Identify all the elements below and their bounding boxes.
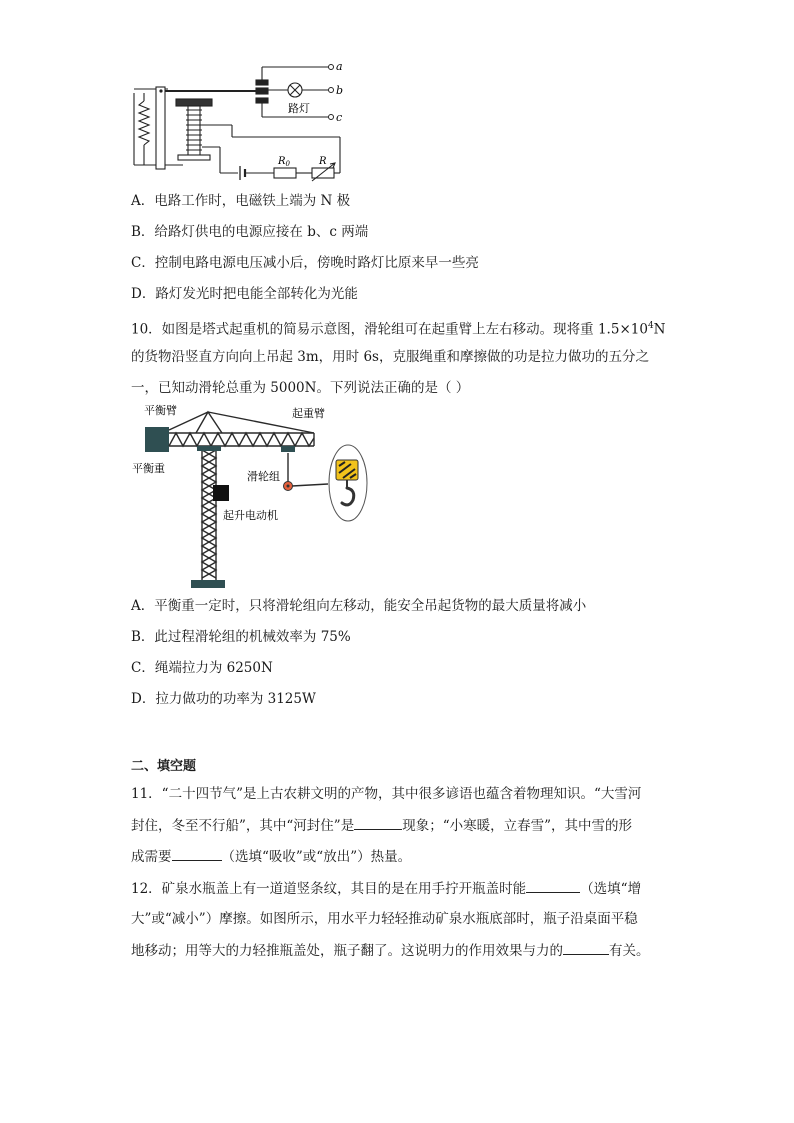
answer-blank[interactable] bbox=[172, 846, 222, 861]
q10-option-d: D．拉力做功的功率为 3125W bbox=[131, 691, 316, 707]
q11-line3: 成需要 （选填“吸收”或“放出”）热量。 bbox=[131, 846, 411, 867]
label-pulley: 滑轮组 bbox=[247, 470, 280, 483]
label-motor: 起升电动机 bbox=[223, 509, 278, 522]
terminal-b-label: b bbox=[336, 84, 344, 97]
spring-icon bbox=[139, 101, 149, 145]
r0-resistor bbox=[274, 168, 296, 178]
relay-circuit-figure bbox=[128, 55, 360, 185]
terminal-c-icon bbox=[329, 115, 334, 120]
section-title: 二、填空题 bbox=[131, 759, 197, 774]
terminal-a-label: a bbox=[336, 60, 343, 73]
answer-blank[interactable] bbox=[563, 940, 609, 955]
terminal-b-icon bbox=[329, 88, 334, 93]
q12-line3: 地移动；用等大的力轻推瓶盖处，瓶子翻了。这说明力的作用效果与力的 有关。 bbox=[131, 940, 650, 961]
r0-label: $R_0$ bbox=[278, 156, 290, 168]
q11-line2: 封住，冬至不行船”，其中“河封住”是 现象；“小寒暖，立春雪”，其中雪的形 bbox=[131, 815, 632, 836]
q9-option-a: A．电路工作时，电磁铁上端为 N 极 bbox=[131, 193, 351, 209]
q11-line1: 11．“二十四节气”是上古农耕文明的产物，其中很多谚语也蕴含着物理知识。“大雪河 bbox=[131, 786, 642, 802]
label-balance-arm: 平衡臂 bbox=[144, 404, 177, 417]
q10-stem-line3: 一，已知动滑轮总重为 5000N。下列说法正确的是（ ） bbox=[131, 380, 470, 396]
terminal-c-label: c bbox=[336, 111, 343, 124]
answer-blank[interactable] bbox=[354, 815, 402, 830]
q10-option-a: A．平衡重一定时，只将滑轮组向左移动，能安全吊起货物的最大质量将减小 bbox=[131, 598, 587, 614]
terminal-a-icon bbox=[329, 65, 334, 70]
q10-option-b: B．此过程滑轮组的机械效率为 75% bbox=[131, 629, 351, 645]
label-counterweight: 平衡重 bbox=[132, 462, 165, 475]
q10-option-c: C．绳端拉力为 6250N bbox=[131, 660, 273, 676]
answer-blank[interactable] bbox=[526, 878, 580, 893]
counterweight-block bbox=[145, 427, 169, 452]
hoist-motor-block bbox=[213, 485, 229, 501]
q10-stem-line1: 10．如图是塔式起重机的简易示意图，滑轮组可在起重臂上左右移动。现将重 $1.5\times 10^4N$ bbox=[131, 321, 666, 338]
label-jib: 起重臂 bbox=[292, 407, 325, 420]
q10-stem-line2: 的货物沿竖直方向向上吊起 3m，用时 6s，克服绳重和摩擦做的功是拉力做功的五分之 bbox=[131, 349, 649, 365]
q12-line1: 12．矿泉水瓶盖上有一道道竖条纹，其目的是在用手拧开瓶盖时能 （选填“增 bbox=[131, 878, 641, 899]
q12-line2: 大”或“减小”）摩擦。如图所示，用水平力轻轻推动矿泉水瓶底部时，瓶子沿桌面平稳 bbox=[131, 911, 638, 927]
tower-crane-figure bbox=[126, 400, 376, 592]
q9-option-b: B．给路灯供电的电源应接在 b、c 两端 bbox=[131, 224, 369, 240]
q9-option-c: C．控制电路电源电压减小后，傍晚时路灯比原来早一些亮 bbox=[131, 255, 479, 271]
r-label: R bbox=[319, 156, 327, 167]
lamp-label: 路灯 bbox=[288, 102, 310, 115]
q9-option-d: D．路灯发光时把电能全部转化为光能 bbox=[131, 286, 358, 302]
